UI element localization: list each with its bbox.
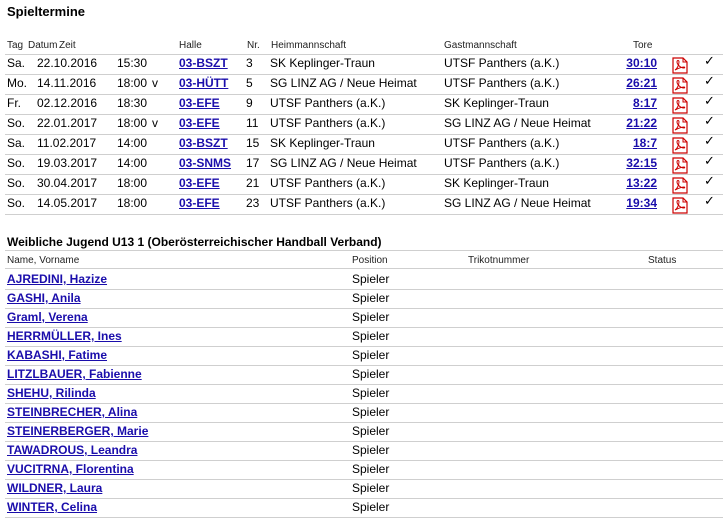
game-date: 19.03.2017 bbox=[37, 156, 98, 170]
row-divider bbox=[5, 422, 723, 423]
game-day: So. bbox=[7, 176, 26, 190]
game-date: 30.04.2017 bbox=[37, 176, 98, 190]
hall-link[interactable]: 03-EFE bbox=[179, 196, 220, 210]
score-link[interactable]: 8:17 bbox=[632, 96, 657, 110]
row-divider bbox=[5, 441, 723, 442]
game-nr: 21 bbox=[246, 176, 260, 190]
game-nr: 3 bbox=[246, 56, 253, 70]
game-flag: v bbox=[152, 76, 158, 90]
player-position: Spieler bbox=[352, 367, 390, 381]
player-position: Spieler bbox=[352, 348, 390, 362]
player-position: Spieler bbox=[352, 500, 390, 514]
home-team: SK Keplinger-Traun bbox=[270, 56, 375, 70]
pdf-icon[interactable] bbox=[672, 77, 688, 94]
guest-team: SG LINZ AG / Neue Heimat bbox=[444, 116, 591, 130]
hall-link[interactable]: 03-EFE bbox=[179, 176, 220, 190]
game-day: Mo. bbox=[7, 76, 28, 90]
hall-link[interactable]: 03-BSZT bbox=[179, 56, 228, 70]
check-icon: ✓ bbox=[704, 53, 715, 68]
check-icon: ✓ bbox=[704, 193, 715, 208]
row-divider bbox=[5, 517, 723, 518]
game-date: 02.12.2016 bbox=[37, 96, 98, 110]
hall-link[interactable]: 03-HÜTT bbox=[179, 76, 229, 90]
player-position: Spieler bbox=[352, 462, 390, 476]
row-divider bbox=[5, 194, 723, 195]
row-divider bbox=[5, 174, 723, 175]
game-time: 14:00 bbox=[117, 156, 148, 170]
player-name-link[interactable]: VUCITRNA, Florentina bbox=[7, 462, 134, 476]
row-divider bbox=[5, 134, 723, 135]
game-day: So. bbox=[7, 116, 26, 130]
pdf-icon[interactable] bbox=[672, 137, 688, 154]
player-position: Spieler bbox=[352, 291, 390, 305]
player-position: Spieler bbox=[352, 386, 390, 400]
game-time: 18:00 bbox=[117, 196, 148, 210]
game-nr: 11 bbox=[246, 116, 259, 130]
game-time: 18:00 bbox=[117, 116, 148, 130]
row-divider bbox=[5, 214, 723, 215]
pdf-icon[interactable] bbox=[672, 57, 688, 74]
row-divider bbox=[5, 94, 723, 95]
score-link[interactable]: 26:21 bbox=[626, 76, 657, 90]
game-flag: v bbox=[152, 116, 158, 130]
col-halle: Halle bbox=[179, 40, 202, 51]
game-day: So. bbox=[7, 156, 26, 170]
player-name-link[interactable]: LITZLBAUER, Fabienne bbox=[7, 367, 142, 381]
row-divider bbox=[5, 54, 723, 55]
row-divider bbox=[5, 479, 723, 480]
guest-team: UTSF Panthers (a.K.) bbox=[444, 156, 560, 170]
pdf-icon[interactable] bbox=[672, 197, 688, 214]
game-time: 18:00 bbox=[117, 76, 148, 90]
score-link[interactable]: 18:7 bbox=[632, 136, 657, 150]
game-date: 22.10.2016 bbox=[37, 56, 98, 70]
home-team: UTSF Panthers (a.K.) bbox=[270, 196, 386, 210]
guest-team: UTSF Panthers (a.K.) bbox=[444, 136, 560, 150]
game-date: 22.01.2017 bbox=[37, 116, 98, 130]
hall-link[interactable]: 03-EFE bbox=[179, 96, 220, 110]
player-name-link[interactable]: KABASHI, Fatime bbox=[7, 348, 108, 362]
player-position: Spieler bbox=[352, 272, 390, 286]
guest-team: SK Keplinger-Traun bbox=[444, 96, 549, 110]
game-day: Sa. bbox=[7, 136, 26, 150]
guest-team: UTSF Panthers (a.K.) bbox=[444, 76, 560, 90]
col-position: Position bbox=[352, 255, 388, 266]
row-divider bbox=[5, 114, 723, 115]
row-divider bbox=[5, 498, 723, 499]
pdf-icon[interactable] bbox=[672, 117, 688, 134]
col-nr: Nr. bbox=[247, 40, 260, 51]
player-name-link[interactable]: STEINERBERGER, Marie bbox=[7, 424, 149, 438]
col-tag: Tag bbox=[7, 40, 24, 51]
row-divider bbox=[5, 74, 723, 75]
game-nr: 23 bbox=[246, 196, 260, 210]
game-date: 14.05.2017 bbox=[37, 196, 98, 210]
player-position: Spieler bbox=[352, 443, 390, 457]
game-time: 18:30 bbox=[117, 96, 148, 110]
row-divider bbox=[5, 346, 723, 347]
score-link[interactable]: 21:22 bbox=[626, 116, 657, 130]
pdf-icon[interactable] bbox=[672, 177, 688, 194]
guest-team: SK Keplinger-Traun bbox=[444, 176, 549, 190]
home-team: SK Keplinger-Traun bbox=[270, 136, 375, 150]
game-time: 15:30 bbox=[117, 56, 148, 70]
hall-link[interactable]: 03-EFE bbox=[179, 116, 220, 130]
home-team: UTSF Panthers (a.K.) bbox=[270, 96, 386, 110]
player-name-link[interactable]: WINTER, Celina bbox=[7, 500, 98, 514]
check-icon: ✓ bbox=[704, 133, 715, 148]
score-link[interactable]: 19:34 bbox=[626, 196, 657, 210]
home-team: UTSF Panthers (a.K.) bbox=[270, 176, 386, 190]
col-name: Name, Vorname bbox=[7, 255, 80, 266]
game-nr: 17 bbox=[246, 156, 260, 170]
player-position: Spieler bbox=[352, 481, 390, 495]
guest-team: UTSF Panthers (a.K.) bbox=[444, 56, 560, 70]
check-icon: ✓ bbox=[704, 153, 715, 168]
home-team: UTSF Panthers (a.K.) bbox=[270, 116, 386, 130]
player-name-link[interactable]: STEINBRECHER, Alina bbox=[7, 405, 138, 419]
player-name-link[interactable]: SHEHU, Rilinda bbox=[7, 386, 96, 400]
player-name-link[interactable]: GASHI, Anila bbox=[7, 291, 81, 305]
row-divider bbox=[5, 384, 723, 385]
home-team: SG LINZ AG / Neue Heimat bbox=[270, 76, 417, 90]
guest-team: SG LINZ AG / Neue Heimat bbox=[444, 196, 591, 210]
row-divider bbox=[5, 403, 723, 404]
check-icon: ✓ bbox=[704, 113, 715, 128]
row-divider bbox=[5, 365, 723, 366]
player-position: Spieler bbox=[352, 405, 390, 419]
col-status: Status bbox=[648, 255, 677, 266]
game-nr: 5 bbox=[246, 76, 253, 90]
check-icon: ✓ bbox=[704, 173, 715, 188]
game-date: 14.11.2016 bbox=[37, 76, 97, 90]
player-name-link[interactable]: TAWADROUS, Leandra bbox=[7, 443, 138, 457]
game-time: 18:00 bbox=[117, 176, 148, 190]
game-day: Sa. bbox=[7, 56, 26, 70]
game-date: 11.02.2017 bbox=[37, 136, 97, 150]
row-divider bbox=[5, 460, 723, 461]
game-day: Fr. bbox=[7, 96, 21, 110]
col-gast: Gastmannschaft bbox=[444, 40, 517, 51]
game-time: 14:00 bbox=[117, 136, 148, 150]
pdf-icon[interactable] bbox=[672, 97, 688, 114]
hall-link[interactable]: 03-BSZT bbox=[179, 136, 228, 150]
col-datum: Datum bbox=[28, 40, 58, 51]
row-divider bbox=[5, 289, 723, 290]
col-zeit: Zeit bbox=[59, 40, 76, 51]
player-position: Spieler bbox=[352, 329, 390, 343]
pdf-icon[interactable] bbox=[672, 157, 688, 174]
game-nr: 15 bbox=[246, 136, 260, 150]
player-position: Spieler bbox=[352, 424, 390, 438]
hall-link[interactable]: 03-SNMS bbox=[179, 156, 232, 170]
player-name-link[interactable]: HERRMÜLLER, Ines bbox=[7, 329, 122, 343]
col-tore: Tore bbox=[633, 40, 653, 51]
col-heim: Heimmannschaft bbox=[271, 40, 347, 51]
score-link[interactable]: 13:22 bbox=[626, 176, 657, 190]
check-icon: ✓ bbox=[704, 93, 715, 108]
score-link[interactable]: 30:10 bbox=[626, 56, 657, 70]
row-divider bbox=[5, 250, 723, 251]
player-position: Spieler bbox=[352, 310, 390, 324]
player-name-link[interactable]: Graml, Verena bbox=[7, 310, 88, 324]
team-section-title: Weibliche Jugend U13 1 (Oberösterreichischer Handball Verband) bbox=[7, 235, 382, 249]
check-icon: ✓ bbox=[704, 73, 715, 88]
game-nr: 9 bbox=[246, 96, 253, 110]
score-link[interactable]: 32:15 bbox=[626, 156, 657, 170]
row-divider bbox=[5, 154, 723, 155]
page-title: Spieltermine bbox=[7, 4, 86, 19]
col-trikot: Trikotnummer bbox=[468, 255, 530, 266]
player-name-link[interactable]: AJREDINI, Hazize bbox=[7, 272, 108, 286]
game-day: So. bbox=[7, 196, 26, 210]
player-name-link[interactable]: WILDNER, Laura bbox=[7, 481, 103, 495]
home-team: SG LINZ AG / Neue Heimat bbox=[270, 156, 417, 170]
row-divider bbox=[5, 308, 723, 309]
row-divider bbox=[5, 327, 723, 328]
row-divider bbox=[5, 268, 723, 269]
